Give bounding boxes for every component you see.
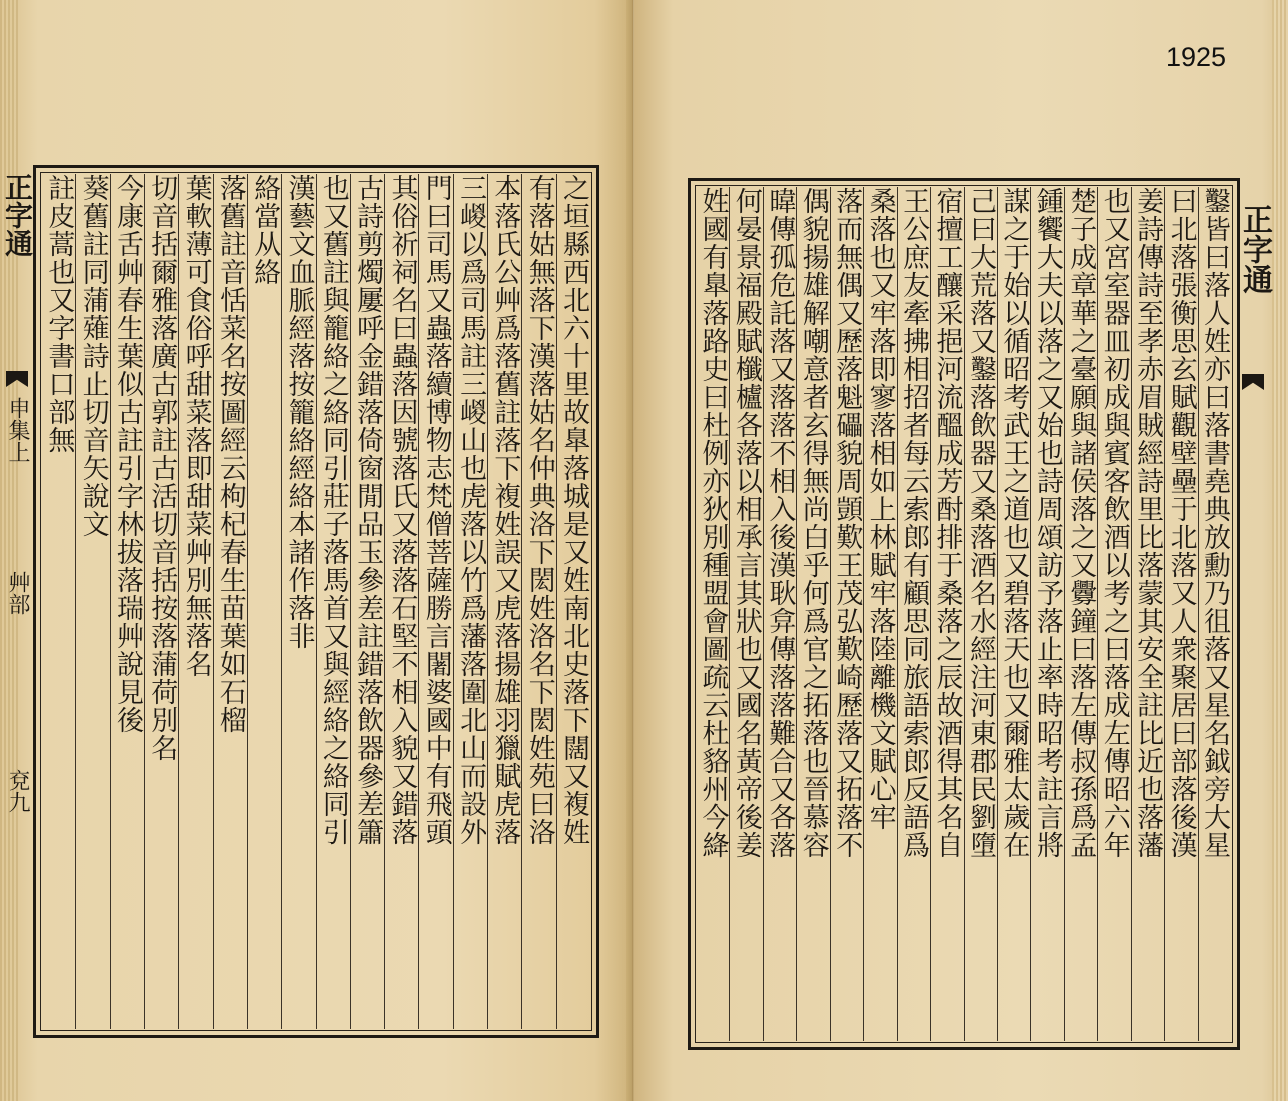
right-text-columns xyxy=(697,187,1231,1041)
text-column: 己曰大荒落又鑿落飲器又桑落酒名水經注河東郡民劉墮 xyxy=(964,187,997,1041)
head-char xyxy=(515,969,531,992)
text-column: 也又舊註與籠絡之絡同引莊子落馬首又與經絡之絡同引 xyxy=(316,174,350,1029)
text-column: 有落姑無落下漢落姑名仲典洛下閎姓洛名下閎姓苑曰洛 xyxy=(521,174,555,1029)
text-column: 落舊註音恬菜名按圖經云枸杞春生苗葉如石榴 xyxy=(213,174,247,1029)
head-char xyxy=(277,969,293,992)
text-column: 葵舊註同蒲薙詩止切音矢說文 xyxy=(75,174,109,1029)
text-column: 本落氏公艸爲落舊註落下複姓誤又虎落揚雄羽獵賦虎落 xyxy=(487,174,521,1029)
text-column: 葉軟薄可食俗呼甜菜落即甜菜艸別無落名 xyxy=(178,174,212,1029)
text-column: 鍾饗大夫以落之又始也詩周頌訪予落止率時昭考註言將 xyxy=(1030,187,1063,1041)
spine-section: 申集上 xyxy=(5,397,30,463)
text-column: 三嵕以爲司馬註三嵕山也虎落以竹爲藩落圍北山而設外 xyxy=(453,174,487,1029)
text-column: 暐傳孤危託落又落落不相入後漢耿弇傳落落難合又各落 xyxy=(763,187,796,1041)
right-text-frame xyxy=(688,178,1240,1050)
head-char xyxy=(396,969,412,992)
head-char xyxy=(337,969,353,992)
text-column: 切音括爾雅落廣古郭註古活切音括按落蒲荷別名 xyxy=(144,174,178,1029)
spine-title: 正字通 xyxy=(1,173,34,257)
text-column: 宿擅工釀采挹河流醞成芳酎排于桑落之辰故酒得其名自 xyxy=(930,187,963,1041)
text-column: 絡當从絡 xyxy=(247,174,281,1029)
text-column: 門曰司馬又蟲落續博物志梵僧菩薩勝言闍婆國中有飛頭 xyxy=(418,174,452,1029)
left-page-spine xyxy=(0,165,33,1032)
right-page-spine xyxy=(1234,178,1272,1044)
head-char xyxy=(218,969,234,992)
text-column: 姓國有臯落路史曰杜例亦狄別種盟會圖疏云杜貉州今絳 xyxy=(697,187,729,859)
text-column: 也又宮室器皿初成與賓客飲酒以考之曰落成左傳昭六年 xyxy=(1097,187,1130,1041)
fish-tail-mark-icon xyxy=(1242,374,1264,390)
text-column: 桑落也又牢落即寥落相如上林賦牢落陸離機文賦心牢 xyxy=(863,187,896,1041)
right-page-edge xyxy=(1272,0,1288,1101)
text-column: 王公庶友牽拂相招者每云索郎有顧思同旅語索郎反語爲 xyxy=(897,187,930,1041)
text-column: 謀之于始以循昭考武王之道也又碧落天也又爾雅太歲在 xyxy=(997,187,1030,1041)
left-text-columns xyxy=(42,174,590,1029)
spine-title: 正字通 xyxy=(1237,204,1272,294)
text-column: 楚子成章華之臺願與諸侯落之又釁鐘曰落左傳叔孫爲孟 xyxy=(1064,187,1097,1041)
text-column: 姜詩傳詩至孝赤眉賊經詩里比落蒙其安全註比近也落藩 xyxy=(1131,187,1164,1041)
spine-index: 兗九 xyxy=(5,769,30,813)
head-char xyxy=(99,969,115,992)
left-page xyxy=(0,0,633,1101)
text-column: 曰北落張衡思玄賦觀壁壘于北落又人衆聚居曰部落後漢 xyxy=(1164,187,1197,1041)
text-column: 鑿皆曰落人姓亦曰落書堯典放勳乃徂落又星名鉞旁大星 xyxy=(1198,187,1231,1041)
text-column: 漢藝文血脈經落按籠絡經絡本諸作落非 xyxy=(281,174,315,1029)
text-column: 落而無偶又歷落魁礧貌周顗歎王茂弘歎崎歷落又拓落不 xyxy=(830,187,863,1041)
head-char xyxy=(40,969,56,992)
text-column: 何晏景福殿賦櫼櫨各落以相承言其狀也又國名黃帝後姜 xyxy=(729,187,762,1041)
head-char xyxy=(159,969,175,992)
text-column: 註皮蒿也又字書口部無 xyxy=(43,174,75,454)
spine-radical: 艸部 xyxy=(5,571,30,615)
fish-tail-mark-icon xyxy=(6,371,28,387)
text-column: 偶貌揚雄解嘲意者玄得無尚白乎何爲官之拓落也晉慕容 xyxy=(796,187,829,1041)
left-text-frame xyxy=(33,165,599,1038)
text-column: 今康舌艸春生葉似古註引字林拔落瑞艸說見後 xyxy=(110,174,144,1029)
text-column: 其俗祈祠名曰蟲落因號落氏又落落石堅不相入貌又錯落 xyxy=(384,174,418,1029)
head-char xyxy=(455,969,471,992)
text-column: 之垣縣西北六十里故臯落城是又姓南北史落下闊又複姓 xyxy=(556,174,590,1029)
text-column: 古詩剪燭屢呼金錯落倚窗閒品玉參差註錯落飲器參差簫 xyxy=(350,174,384,1029)
year-label: 1925 xyxy=(1166,42,1227,72)
head-char xyxy=(574,969,590,992)
